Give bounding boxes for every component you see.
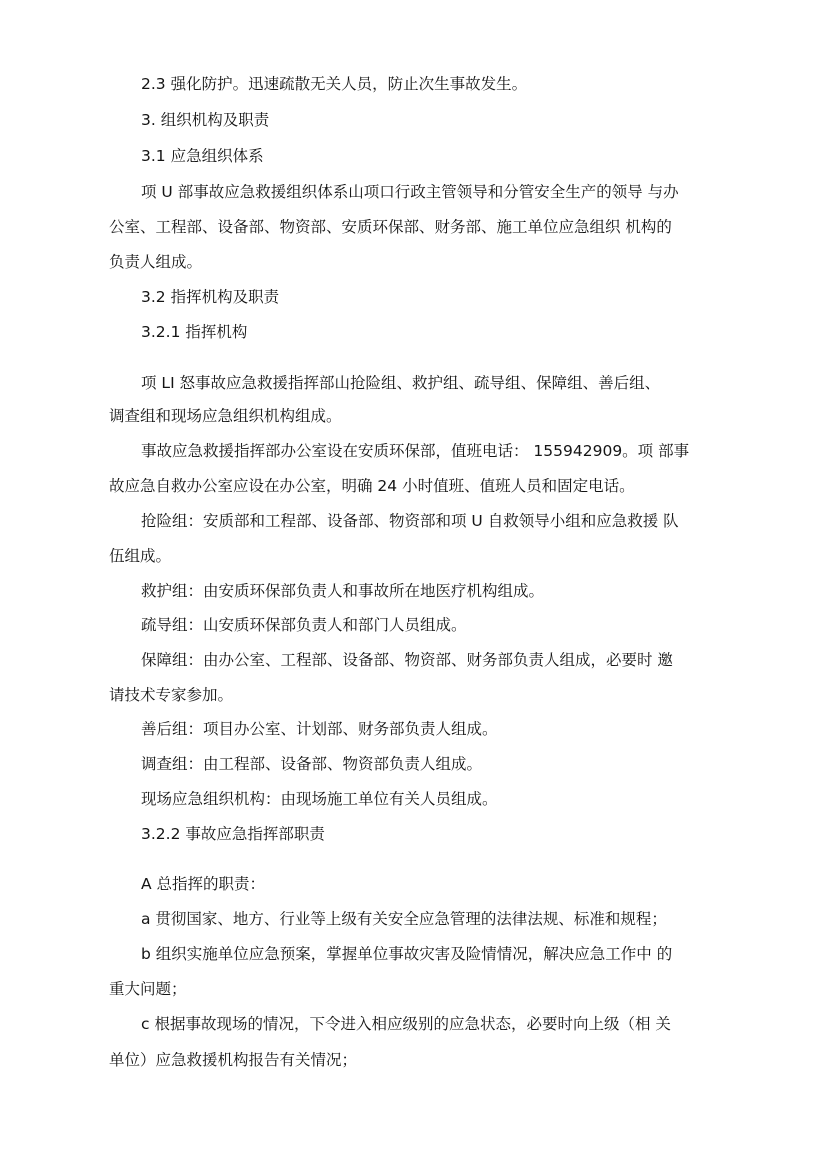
section-heading: 3. 组织机构及职责 [141,111,270,129]
text-line: 项 LI 怒事故应急救援指挥部山抢险组、救护组、疏导组、保障组、善后组、 [141,374,661,392]
text-line: 善后组：项目办公室、计划部、财务部负责人组成。 [141,720,498,738]
section-heading: 3.2 指挥机构及职责 [141,288,280,306]
section-heading: 3.2.1 指挥机构 [141,323,248,341]
text-line: A 总指挥的职责： [141,875,266,893]
text-line: 事故应急救援指挥部办公室设在安质环保部，值班电话： 155942909。项 部事 [141,442,690,460]
text-line: 保障组：由办公室、工程部、设备部、物资部、财务部负责人组成，必要时 邀 [141,651,673,669]
text-line: 重大问题； [109,980,187,998]
text-line: a 贯彻国家、地方、行业等上级有关安全应急管理的法律法规、标准和规程； [141,910,667,928]
text-line: 调查组：由工程部、设备部、物资部负责人组成。 [141,755,483,773]
text-line: 2.3 强化防护。迅速疏散无关人员，防止次生事故发生。 [141,75,528,93]
text-line: 抢险组：安质部和工程部、设备部、物资部和项 U 自救领导小组和应急救援 队 [141,512,679,530]
text-line: c 根据事故现场的情况，下令进入相应级别的应急状态，必要时向上级（相 关 [141,1015,671,1033]
text-line: 请技术专家参加。 [109,686,234,704]
text-line: 单位）应急救援机构报告有关情况； [109,1051,358,1069]
text-line: 负责人组成。 [109,253,203,271]
text-line: 项 U 部事故应急救援组织体系山项口行政主管领导和分管安全生产的领导 与办 [141,183,679,201]
text-line: 公室、工程部、设备部、物资部、安质环保部、财务部、施工单位应急组织 机构的 [109,218,672,236]
text-line: b 组织实施单位应急预案，掌握单位事故灾害及险情情况，解决应急工作中 的 [141,945,673,963]
text-line: 故应急自救办公室应设在办公室，明确 24 小时值班、值班人员和固定电话。 [109,477,635,495]
text-line: 伍组成。 [109,547,172,565]
text-line: 疏导组：山安质环保部负责人和部门人员组成。 [141,616,467,634]
text-line: 救护组：由安质环保部负责人和事故所在地医疗机构组成。 [141,582,545,600]
text-line: 现场应急组织机构：由现场施工单位有关人员组成。 [141,790,498,808]
section-heading: 3.2.2 事故应急指挥部职责 [141,825,325,843]
text-line: 调查组和现场应急组织机构组成。 [109,407,342,425]
section-heading: 3.1 应急组织体系 [141,147,264,165]
